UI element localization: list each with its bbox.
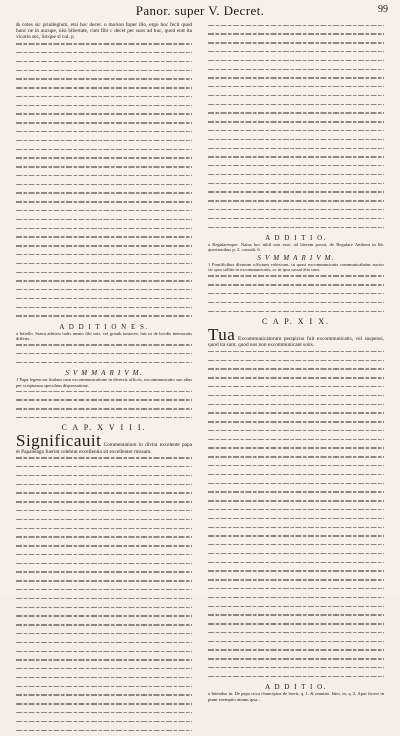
left-dropcap-word: Significauit xyxy=(16,431,102,451)
right-chapter-heading: C A P. X I X. xyxy=(261,316,330,326)
left-additiones-text: a Intiello. Statut arbitrio iudis meato fibi suis, vel grauib iuniores, fuit ea de hocdis memoratis differis... xyxy=(16,330,192,342)
left-dropcap-rest: Commentatium in divini excelente papa et Papaneago fuerint celebrat excellentia sit excellenter missam. xyxy=(16,442,192,455)
left-summarium-text: 1 Papa legem sui titulam cum excommunicatione in diversis officiis, excommunicatio suo alias per scripturum speculum dispensatione. xyxy=(16,377,192,388)
right-column xyxy=(208,22,385,702)
right-additio2-text: a Intendus in. De papa circa chuncipioa de fuerit, q. 1. & omnino. Ideo, in, q. 2. Aput facere in pium exemptio uinum ipsa... xyxy=(208,691,384,702)
left-body-text-block-2 xyxy=(16,457,192,735)
left-summarium-lines xyxy=(16,391,192,424)
right-additio-heading: A D D I T I O. xyxy=(265,233,327,242)
left-chapter-heading: C A P. X V I I I. xyxy=(61,423,147,433)
left-column xyxy=(16,22,192,588)
left-body-text-block-1 xyxy=(16,43,192,321)
right-chapter-opening xyxy=(208,324,385,349)
folio-number: 99 xyxy=(378,4,388,15)
right-summarium-heading: S V M M A R I V M. xyxy=(257,253,335,262)
left-additiones-heading: A D D I T I O N E S. xyxy=(59,322,149,331)
right-summarium-text: 1 Pontificibus divinum officium vobiscum, in quasi excommunicatis communicabatur auctor sic ipso sollite in excommunicatis, ac in ipsa cassat alia cum. xyxy=(208,261,384,273)
left-additiones-lines xyxy=(16,344,192,368)
right-dropcap-rest: Excommunicatorum perspicuo fuit excommunicatis, vel suspensi, quod ita sunt, quod nos non excommunicant solis. xyxy=(208,335,385,349)
right-summarium-lines xyxy=(208,275,384,316)
left-opening-text: & cotes sic priuilegium, etsi hoc decer. o morion foper illo, ergo hoc fecit quod hunc ne in aucupe, nisi bibertate, cum fibi c decet per suos ad huc, quod erat ita vicotio sec, Sicque si cul. p xyxy=(16,22,192,41)
right-dropcap-word: Tua xyxy=(208,324,236,344)
left-chapter-opening xyxy=(16,433,192,454)
running-title: Panor. super V. Decret. xyxy=(135,3,265,18)
right-body-text-block-2 xyxy=(208,351,384,682)
right-additio2-heading: A D D I T I O. xyxy=(265,682,327,691)
right-additio-text: a Regularesque: Natus hoc nihil non esse, ad literam possit, de Regulare Anthoni in lib. questionibus p. 2. cassuth. 6. xyxy=(208,241,384,253)
right-body-text-block-1 xyxy=(208,25,384,233)
left-summarium-heading: S V M M A R I V M. xyxy=(65,368,143,377)
